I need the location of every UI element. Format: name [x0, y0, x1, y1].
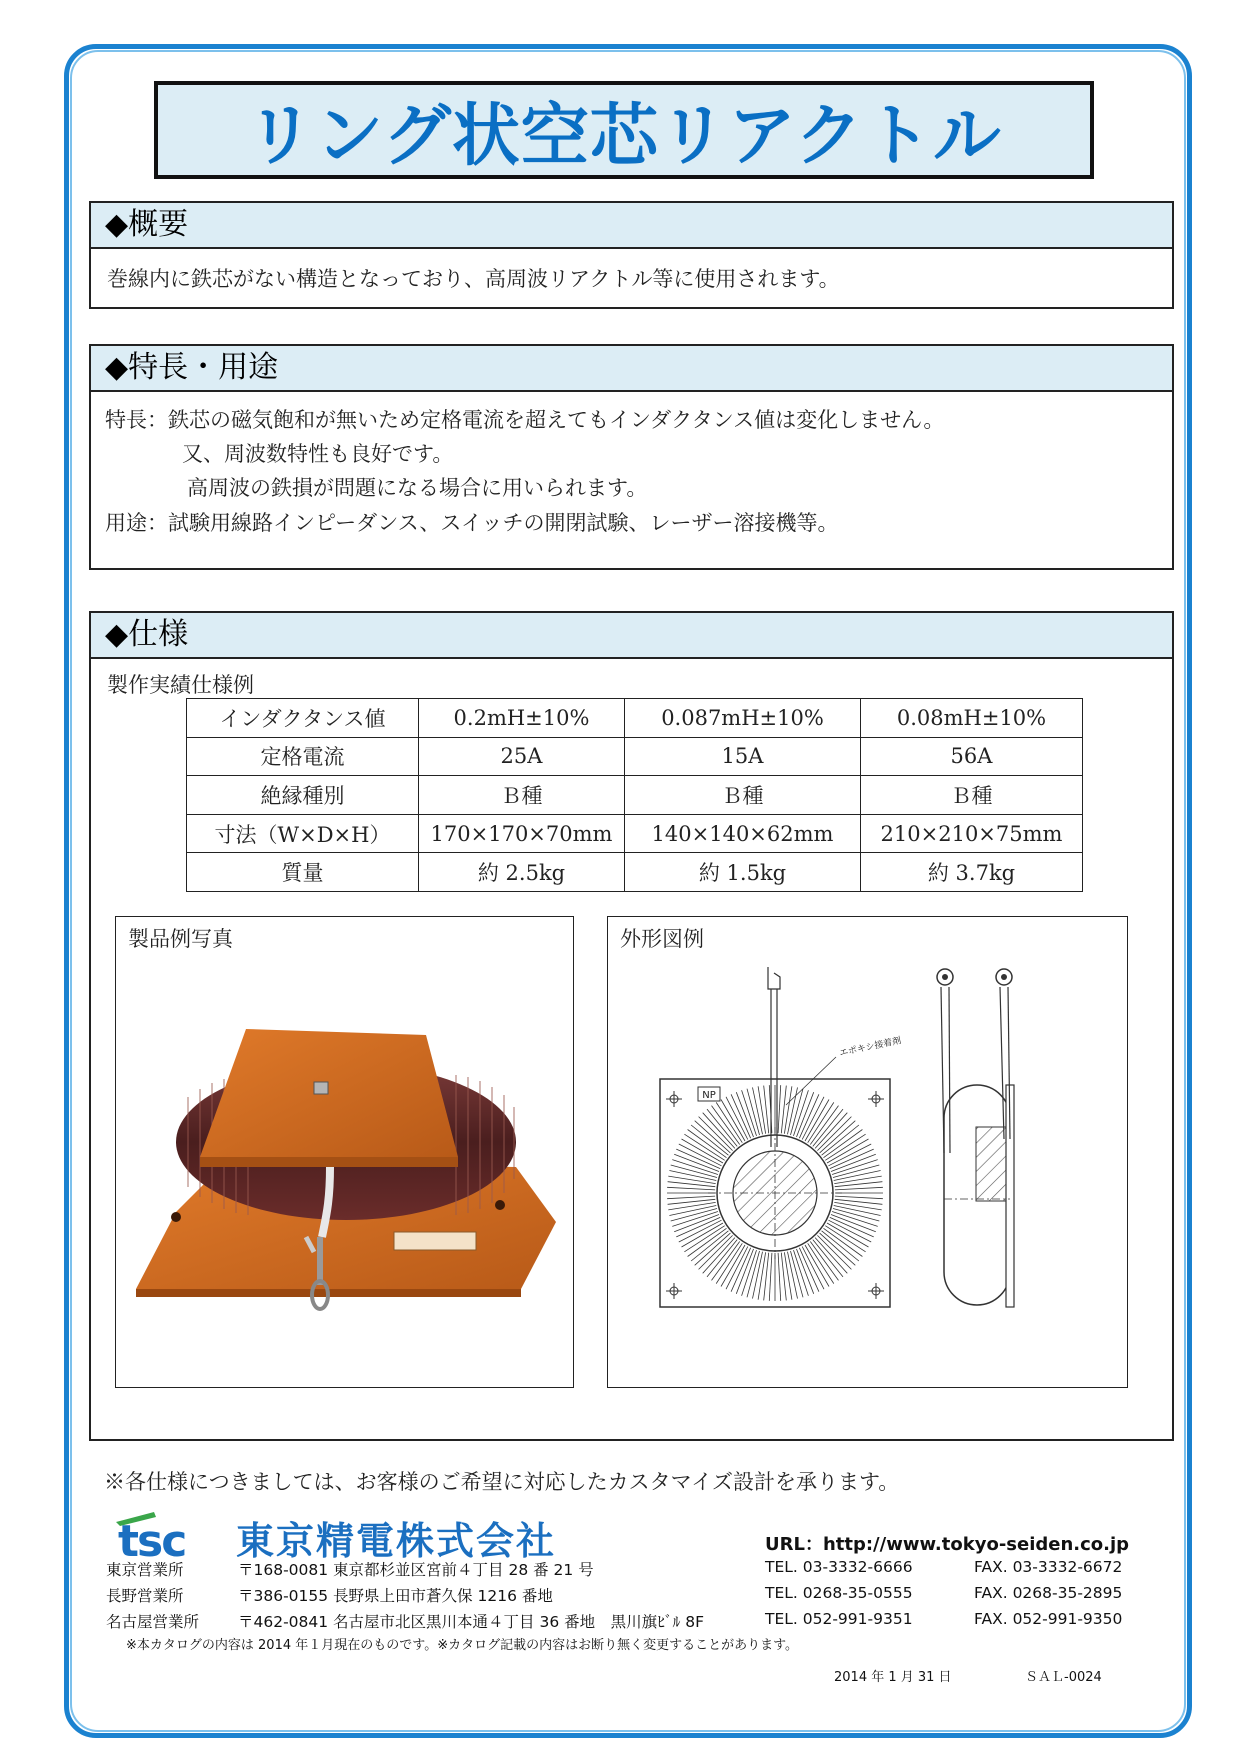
office-tel: TEL. 03-3332-6666	[765, 1558, 913, 1576]
winding-line	[667, 1187, 715, 1190]
table-cell: 0.2mH±10%	[419, 699, 625, 738]
winding-line	[835, 1187, 883, 1190]
row-label: 定格電流	[187, 737, 419, 776]
winding-line	[802, 1097, 824, 1140]
winding-line	[676, 1217, 720, 1237]
table-cell: 140×140×62mm	[625, 814, 861, 853]
tsc-logo-icon	[114, 1508, 210, 1562]
drawing-box	[607, 916, 1128, 1388]
office-address: 〒386-0155 長野県上田市蒼久保 1216 番地	[238, 1587, 553, 1605]
overview-section	[89, 201, 1174, 309]
table-cell: 210×210×75mm	[861, 814, 1083, 853]
winding-line	[778, 1085, 781, 1133]
office-address: 〒168-0081 東京都杉並区宮前４丁目 28 番 21 号	[238, 1561, 594, 1579]
winding-line	[731, 1094, 751, 1138]
usage-line: 用途：試験用線路インピーダンス、スイッチの開閉試験、レーザー溶接機等。	[105, 511, 839, 535]
overview-heading: ◆概要	[91, 203, 1172, 249]
office-address: 〒462-0841 名古屋市北区黒川本通４丁目 36 番地 黒川旗ﾋﾞﾙ 8F	[238, 1613, 705, 1631]
winding-line	[830, 1217, 874, 1237]
product-photo-box	[115, 916, 574, 1388]
spec-section	[89, 611, 1174, 1441]
winding-line	[676, 1149, 720, 1169]
winding-line	[699, 1117, 733, 1151]
office-tel: TEL. 052-991-9351	[765, 1610, 913, 1628]
epoxy-label: エポキシ接着剤	[838, 1036, 903, 1059]
spec-caption: 製作実績仕様例	[107, 673, 254, 697]
table-cell: 約 3.7kg	[861, 853, 1083, 892]
issue-date: 2014 年 1 月 31 日	[834, 1670, 952, 1685]
table-cell: 0.08mH±10%	[861, 699, 1083, 738]
catalog-note: ※本カタログの内容は 2014 年１月現在のものです。※カタログ記載の内容はお断り無く変更することがあります。	[126, 1638, 799, 1653]
office-name: 名古屋営業所	[106, 1613, 200, 1631]
office-fax: FAX. 052-991-9350	[974, 1610, 1123, 1628]
features-heading: ◆特長・用途	[91, 346, 1172, 392]
title-banner	[154, 81, 1094, 179]
winding-line	[829, 1220, 872, 1242]
winding-line	[699, 1235, 733, 1269]
office-name: 長野営業所	[106, 1587, 184, 1605]
outline-drawing	[608, 917, 1129, 1389]
winding-line	[799, 1094, 819, 1138]
table-cell: 約 1.5kg	[625, 853, 861, 892]
winding-line	[799, 1248, 819, 1292]
table-cell: 170×170×70mm	[419, 814, 625, 853]
table-row	[187, 853, 1083, 892]
feature-line-2: 又、周波数特性も良好です。	[182, 442, 454, 466]
table-row	[187, 699, 1083, 738]
table-cell: Ｂ種	[419, 776, 625, 815]
features-section	[89, 344, 1174, 570]
table-row	[187, 737, 1083, 776]
winding-line	[679, 1220, 722, 1242]
winding-line	[829, 1144, 872, 1166]
product-photo-label: 製品例写真	[128, 927, 233, 951]
logo-text: tsc	[118, 1516, 186, 1562]
page-title: リング状空芯リアクトル	[246, 96, 1002, 176]
document-code: ＳＡＬ-0024	[1025, 1670, 1102, 1685]
table-row	[187, 776, 1083, 815]
office-fax: FAX. 03-3332-6672	[974, 1558, 1123, 1576]
row-label: インダクタンス値	[187, 699, 419, 738]
table-cell: 15A	[625, 737, 861, 776]
feature-line-1: 特長：鉄芯の磁気飽和が無いため定格電流を超えてもインダクタンス値は変化しません。	[105, 408, 945, 432]
table-cell: Ｂ種	[861, 776, 1083, 815]
product-photo	[116, 917, 575, 1389]
winding-line	[835, 1196, 883, 1199]
winding-line	[679, 1144, 722, 1166]
winding-line	[731, 1248, 751, 1292]
np-tag: NP	[702, 1090, 716, 1101]
row-label: 寸法（W×D×H）	[187, 814, 419, 853]
customization-note: ※各仕様につきましては、お客様のご希望に対応したカスタマイズ設計を承ります。	[104, 1470, 900, 1494]
table-cell: Ｂ種	[625, 776, 861, 815]
overview-text: 巻線内に鉄芯がない構造となっており、高周波リアクトル等に使用されます。	[107, 267, 840, 291]
winding-line	[726, 1097, 748, 1140]
table-cell: 0.087mH±10%	[625, 699, 861, 738]
winding-line	[726, 1247, 748, 1290]
row-label: 絶縁種別	[187, 776, 419, 815]
winding-line	[817, 1117, 851, 1151]
table-cell: 約 2.5kg	[419, 853, 625, 892]
winding-line	[817, 1235, 851, 1269]
table-cell: 56A	[861, 737, 1083, 776]
company-name: 東京精電株式会社	[236, 1519, 557, 1563]
spec-table	[186, 698, 1083, 892]
office-name: 東京営業所	[106, 1561, 184, 1579]
drawing-label: 外形図例	[620, 927, 704, 951]
winding-line	[769, 1253, 772, 1301]
feature-line-3: 高周波の鉄損が問題になる場合に用いられます。	[187, 476, 648, 500]
winding-line	[778, 1253, 781, 1301]
winding-line	[667, 1196, 715, 1199]
winding-line	[830, 1149, 874, 1169]
office-tel: TEL. 0268-35-0555	[765, 1584, 913, 1602]
spec-heading: ◆仕様	[91, 613, 1172, 659]
company-url[interactable]: URL：http://www.tokyo-seiden.co.jp	[765, 1534, 1130, 1555]
row-label: 質量	[187, 853, 419, 892]
office-fax: FAX. 0268-35-2895	[974, 1584, 1123, 1602]
winding-line	[802, 1247, 824, 1290]
table-row	[187, 814, 1083, 853]
table-cell: 25A	[419, 737, 625, 776]
